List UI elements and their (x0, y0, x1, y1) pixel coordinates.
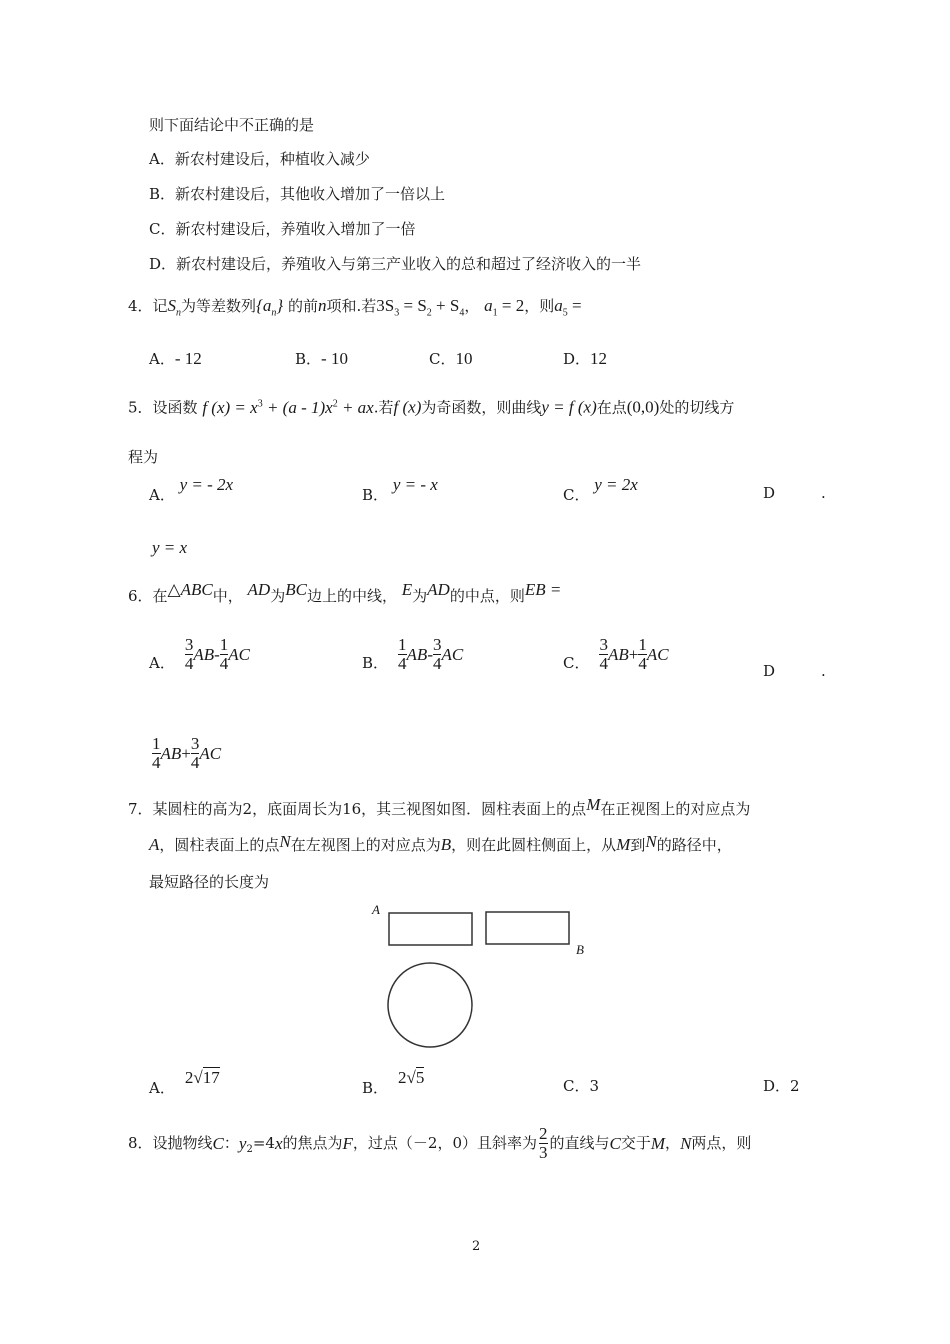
q4-a1: $a_1 = 2$ (484, 296, 525, 319)
q6-stem (128, 582, 561, 610)
q4-sn: $S_n$ (167, 296, 182, 319)
q6-d-frac1: $\frac{1}{4}$ (152, 734, 161, 772)
q7-figure-label-a: A (372, 902, 380, 917)
q6-ad2: AD (427, 580, 450, 599)
q3-option-d: D．新农村建设后，养殖收入与第三产业收入的总和超过了经济收入的一半 (149, 255, 642, 273)
q4-option-d: D．12 (563, 349, 608, 368)
q4-a5: $a_5$ = (554, 296, 582, 319)
q7-three-views-figure (360, 898, 600, 1058)
q4-n: n (317, 296, 327, 315)
q6-ad: AD (247, 580, 271, 599)
q6-e: E (401, 580, 413, 599)
q4-option-a: A．- 12 (149, 349, 202, 368)
q6-option-d-value: $\frac{1}{4}$ AB + $\frac{3}{4}$ AC (152, 734, 222, 772)
q6-b-frac2: $\frac{3}{4}$ (432, 635, 442, 673)
q6-b-frac1: $\frac{1}{4}$ (398, 635, 407, 673)
q3-option-a: A．新农村建设后，种植收入减少 (149, 150, 370, 168)
q6-t3: 边上的中线， (306, 587, 397, 605)
q7-option-d: D．2 (763, 1077, 800, 1095)
q5-curve: y = f (x) (541, 397, 597, 417)
q7-top-view (388, 963, 472, 1047)
q6-option-a: A． $\frac{3}{4}$ AB - $\frac{1}{4}$ AC (149, 635, 251, 673)
q6-a-frac1: $\frac{3}{4}$ (184, 635, 194, 673)
q5-option-d: D . (763, 484, 826, 502)
q7-option-b: B．2√5 (362, 1068, 425, 1097)
q4-stem (128, 292, 582, 327)
q3-option-b: B．新农村建设后，其他收入增加了一倍以上 (149, 185, 446, 203)
q6-num: 6．在 (128, 587, 168, 605)
q5-option-a: A． y = - 2x (149, 475, 234, 504)
q6-option-c: C． $\frac{3}{4}$ AB + $\frac{1}{4}$ AC (563, 635, 669, 673)
q6-d-frac2: $\frac{3}{4}$ (190, 734, 200, 772)
q4-num: 4．记 (128, 297, 168, 315)
q5-t3: 在点 (596, 398, 627, 417)
q6-bc: BC (285, 580, 307, 599)
q6-a-frac2: $\frac{1}{4}$ (219, 635, 229, 673)
q7-figure-label-b: B (576, 942, 584, 957)
q7-front-view (389, 913, 472, 945)
q4-t3: 项和.若 (326, 297, 377, 315)
q5-t4: 处的切线方 (659, 398, 735, 417)
q4-t1: 为等差数列 (181, 297, 257, 315)
q5-point: (0,0) (626, 397, 660, 417)
q5-stem-line2: 程为 (128, 448, 159, 466)
q5-option-d-value: y = x (152, 538, 188, 557)
q8-stem: 8．设抛物线 C ： y $_2$ =4 x 的焦点为 F ，过点（－2，0）且斜率为 $\frac{2}{3}$ 的直线与 C 交于 M ， N 两点，则 (128, 1124, 752, 1162)
q6-c-frac2: $\frac{1}{4}$ (638, 635, 647, 673)
q6-t4: 为 (412, 587, 428, 605)
q4-t2: 的前 (287, 297, 318, 315)
q8-slope-fraction: $\frac{2}{3}$ (539, 1124, 548, 1162)
q6-t1: 中， (212, 587, 243, 605)
q5-option-b: B． y = - x (362, 475, 438, 504)
q5-stem (128, 390, 734, 422)
q5-fx: f (x) (393, 397, 422, 417)
q3-stem-tail: 则下面结论中不正确的是 (149, 116, 315, 134)
q7-option-c: C．3 (563, 1077, 600, 1095)
q4-option-b: B．- 10 (295, 349, 348, 368)
q7-line1: 7．某圆柱的高为2，底面周长为16，其三视图如图．圆柱表面上的点M在正视图上的对应点为 (128, 795, 751, 818)
q5-t1: .若 (373, 398, 394, 417)
q5-num: 5．设函数 (128, 398, 198, 417)
q6-option-d: D . (763, 662, 826, 680)
q7-line2: A，圆柱表面上的点N在左视图上的对应点为B，则在此圆柱侧面上，从M到N的路径中， (149, 832, 732, 854)
q7-side-view (486, 912, 569, 944)
q7-option-a: A．2√17 (149, 1068, 220, 1097)
page-number: 2 (472, 1239, 481, 1254)
q4-an-braces: $\{a_n\}$ (256, 296, 284, 319)
q6-option-b: B． $\frac{1}{4}$ AB - $\frac{3}{4}$ AC (362, 635, 464, 673)
q4-t4: ，则 (524, 297, 555, 315)
q5-function: f $(x) = x^3 + (a - 1)x^2$ + ax (202, 397, 374, 417)
q5-t2: 为奇函数，则曲线 (421, 398, 542, 417)
q6-eb: EB = (524, 580, 562, 599)
q6-triangle: △ABC (167, 580, 213, 599)
q4-option-c: C．10 (429, 349, 473, 368)
q6-t2: 为 (270, 587, 286, 605)
q6-t5: 的中点，则 (449, 587, 525, 605)
q5-option-c: C． y = 2x (563, 475, 638, 504)
q4-comma: ， (464, 297, 480, 315)
q4-equation: $3S_3 = S_2 + S_4$ (376, 296, 465, 319)
q3-option-c: C．新农村建设后，养殖收入增加了一倍 (149, 220, 416, 238)
q7-line3: 最短路径的长度为 (149, 873, 270, 891)
q6-c-frac1: $\frac{3}{4}$ (599, 635, 608, 673)
